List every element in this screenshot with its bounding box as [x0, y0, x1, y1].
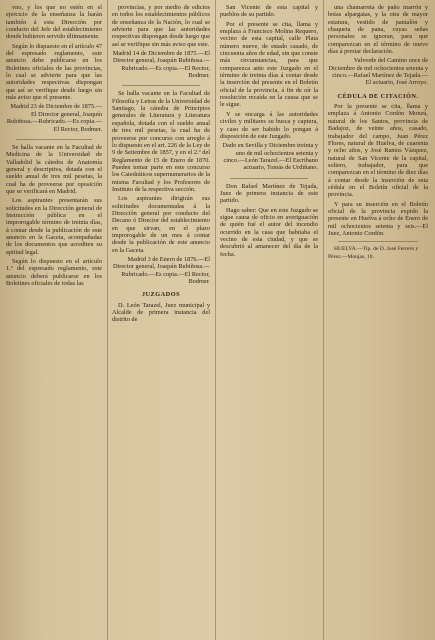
- paragraph: Se halla vacante en la Facultad de Filosofía y Letras de la Universidad de Santiago, la cátedra de Principios generales de Literatura y Literatura española, dotada con el sueldo anual de tres mil pesetas, la cual ha de proveerse por concurso con arreglo á lo dispuesto en el art. 226 de la Ley de 9 de Setiembre de 1857, y en el 2.º del Reglamento de 15 de Enero de 1870. Pueden tomar parte en este concurso los Catedráticos supernumerarios de la misma Facultad y los Profesores de Instituto de la respectiva sección.: [112, 90, 210, 193]
- paragraph: provincias, y por medio de edictos en todos los establecimientos públicos de enseñanza de la Nación, lo cual se advierte para que las autoridades respectivas dispongan desde luego que así se verifique sin más aviso que este.: [112, 4, 210, 48]
- text-column-1: [6, 4, 102, 636]
- signature: Madrid 23 de Diciembre de 1875.—El Director general, Joaquín Rubiñosa.—Rubricado.—Es copia.—El Rector, Bodmer.: [6, 103, 102, 133]
- paragraph: una chamarreta de paño marrón y botas alpargatas, y la otra de mayor estatura, vestido de pantalón y chaqueta de pana, cuyas señas personales se ignoran, para que comparezcan en el término de nueve días á prestar declaración.: [328, 4, 428, 56]
- paragraph: Los aspirantes presentarán sus solicitudes en la Dirección general de Instrucción pública en el improrogable término de treinta días, á contar desde la publicación de este anuncio en la Gaceta, acompañadas de los documentos que acrediten su aptitud legal.: [6, 197, 102, 256]
- divider: [122, 85, 200, 86]
- text-column-3: [220, 4, 318, 636]
- divider: [338, 241, 418, 242]
- paragraph: San Vicente de esta capital y pueblos de su partido.: [220, 4, 318, 19]
- column-divider: [215, 0, 216, 640]
- paragraph: D. León Tarazel, Juez municipal y Alcalde de primera instancia del distrito de: [112, 301, 210, 324]
- signature: Madrid 3 de Enero de 1876.—El Director general, Joaquín Rubiñosa.—Rubricado.—Es copia.—El Rector, Bodmer.: [112, 256, 210, 286]
- paragraph: Hago saber: Que en este Juzgado se sigue causa de oficio en averiguación de quién fué el autor del incendio ocurrido en la casa que habitaba el vecino de esta ciudad, y que se descubrió al amanecer del día de la fecha.: [220, 206, 318, 258]
- paragraph: Y para su inserción en el Boletín oficial de la provincia expido la presente en Huelva á ocho de Enero de mil ochocientos setenta y seis.—El Juez, Antonio Cordón.: [328, 200, 428, 237]
- paragraph: vno, y los que no estén en el ejercicio de la enseñanza la harán también á esta Dirección por conducto del Jefe del establecimiento donde hubieren servido últimamente.: [6, 4, 102, 41]
- section-heading: JUZGADOS: [141, 291, 181, 299]
- signature: Madrid 14 de Diciembre de 1875.—El Director general, Joaquín Rubiñosa.—Rubricado.—Es copia.—El Rector, Bodmer.: [112, 50, 210, 80]
- text-column-2: [112, 4, 210, 636]
- printer-footer: HUELVA.—Tip. de D. José Ferrero y Pérez.—Monjas, 10.: [328, 246, 419, 260]
- paragraph: Según lo dispuesto en el artículo 1.º del espresado reglamento, este anuncio deberá publicarse en los Boletines oficiales de todas las: [6, 258, 102, 288]
- paragraph: Y se encarga á las autoridades civiles y militares su busca y captura, y caso de ser habido lo pongan á disposición de este Juzgado.: [220, 110, 318, 140]
- paragraph: Los aspirantes dirigirán sus solicitudes documentadas á la Dirección general por conducto del Decano ó Director del establecimiento en que sirvan, en el plazo improrogable de un mes á contar desde la publicación de este anuncio en la Gaceta.: [112, 195, 210, 254]
- column-divider: [323, 0, 324, 640]
- paragraph: Se halla vacante en la Facultad de Medicina de la Universidad de Valladolid la cátedra de Anatomía general y descriptiva, dotada con el sueldo anual de tres mil pesetas, la cual ha de proveerse por oposición que se verificará en Madrid.: [6, 143, 102, 195]
- paragraph: Por el presente se cita, llama y emplaza á Francisco Molina Requero, vecino de esta capital, calle Plata número nueve, de estado casado, de cincuenta años de edad, sin que conste más circunstancias, para que comparezca ante este Juzgado en el término de treinta días á contar desde la inserción del presente en el Boletín oficial de la provincia, á fin de oír la resolución recaída en la causa que se le sigue.: [220, 20, 318, 109]
- paragraph: Don Rafael Martínez de Tejada, Juez de primera instancia de este partido.: [220, 182, 318, 205]
- text-column-4: [328, 4, 428, 636]
- signature: Valverde del Camino once de Diciembre de mil ochocientos setenta y cinco.—Rafael Martínez de Tejada.—El actuario, José Arroyo.: [328, 57, 428, 87]
- paragraph: Según lo dispuesto en el artículo 47 del espresado reglamento, este anuncio debe publicarse en los Boletines oficiales de las provincias, lo cual se advierte para que las autoridades respectivas dispongan que así se verifique desde luego sin más aviso que el presente.: [6, 42, 102, 102]
- column-divider: [107, 0, 108, 640]
- divider: [230, 178, 308, 179]
- divider: [16, 139, 92, 140]
- section-heading: CÉDULA DE CITACIÓN.: [337, 92, 419, 100]
- paragraph: Por la presente se cita, llama y emplaza á Antonio Cordón Monzú, natural de los Santos, provincia de Badajoz, de veinte años, casado, trabajador del campo, Juan Pérez Flores, natural de Huelva, de cuarenta y ocho años, y José Ramos Vázquez, natural de San Vicente de la capital, soltero, trabajador, para que comparezcan en el término de diez días á contar desde la inserción de esta cédula en el Boletín oficial de la provincia.: [328, 103, 428, 199]
- signature: Dado en Sevilla y Diciembre treinta y uno de mil ochocientos setenta y cinco.—León Tarazel.—El Escribano actuario, Tomás de Urdiñano.: [222, 142, 318, 172]
